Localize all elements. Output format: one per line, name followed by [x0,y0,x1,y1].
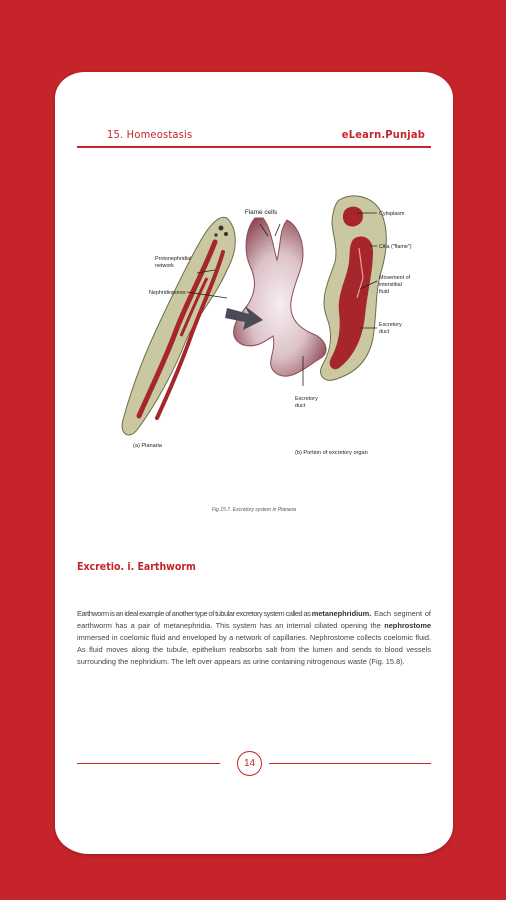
chapter-title: 15. Homeostasis [107,128,193,141]
paragraph-seg2: Each segment of earthworm has a pair of metanephridia. This system has an internal ciliated opening the [77,609,431,630]
page-header [77,126,431,148]
page-footer [77,748,431,778]
book-page [55,72,453,854]
label-cilia: Cilia ("flame") [379,244,412,250]
brand-name: eLearn.Punjab [341,128,425,141]
figure-excretory-system [77,168,431,508]
label-cytoplasm: Cytoplasm [379,211,405,217]
page-number: 14 [237,751,262,776]
term-metanephridium: metanephridium. [311,609,372,618]
label-excretory-duct-bottom: Excretory duct [295,396,318,409]
paragraph-line1: Earthworm is an ideal example of another type of tubular excretory system called as [77,609,312,618]
paragraph-seg3: immersed in coelomic fluid and enveloped by a network of capillaries. Nephrostome collects coelomic fluid. As fluid moves along the tubule, epithelium reabsorbs salt from the lumen and sends to blood vessels surrounding the nephridium. The left over appears as urine containing nitrogenous waste (Fig. 15.8). [77,633,431,666]
label-flame-cells: Flame cells [244,209,278,216]
flame-cell-structure [234,218,326,376]
footer-rule-right [269,763,431,764]
label-planaria: (a) Planaria [133,443,162,449]
footer-rule-left [77,763,220,764]
label-excretory-duct-right: Excretory duct [379,322,402,335]
section-heading: Excretio. i. Earthworm [77,561,196,573]
figure-illustration [77,168,431,508]
figure-caption: Fig.15.7. Excretory system in Planaria [211,507,297,513]
term-nephrostome: nephrostome [384,621,431,630]
label-portion: (b) Portion of excretory organ [295,450,368,456]
label-nephridiopores: Nephridiopores [149,290,186,296]
body-paragraph [77,608,431,668]
label-movement: Movement of interstitial fluid [379,275,411,295]
label-protonephridial-network: Protonephridial network [155,256,192,269]
